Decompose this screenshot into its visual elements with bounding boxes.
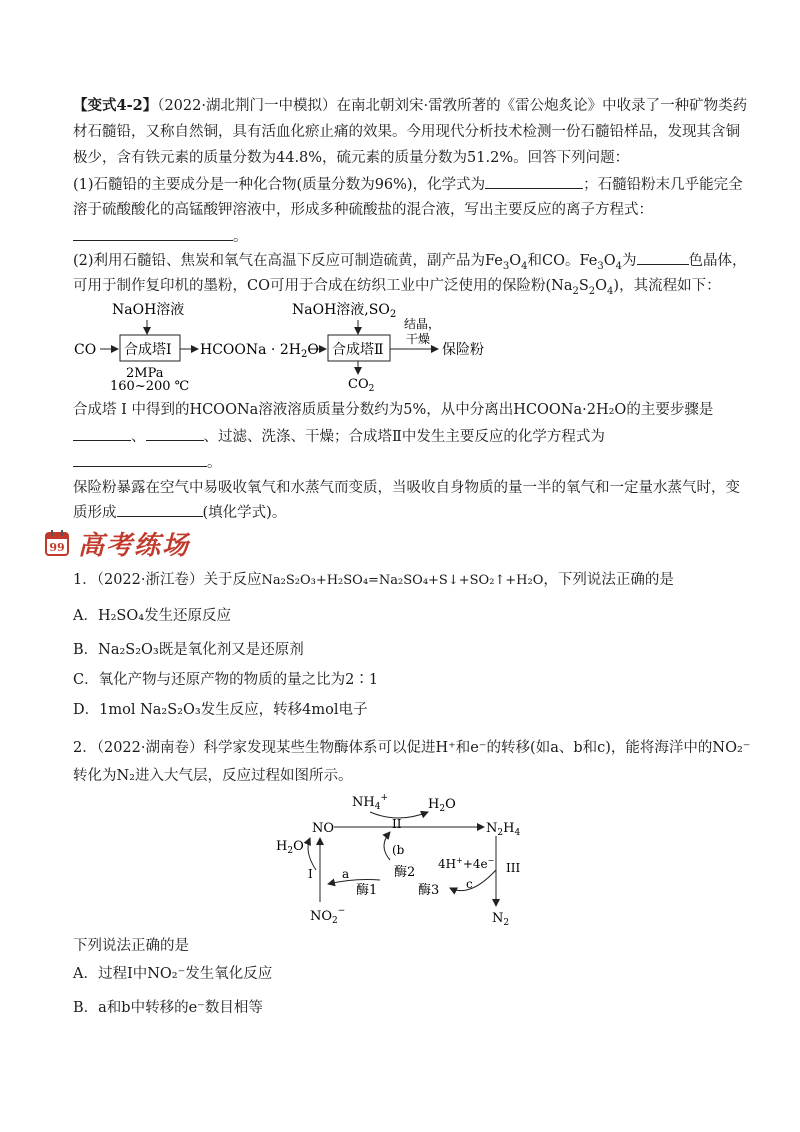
flow-naoh2: NaOH溶液$,SO_2$ bbox=[292, 302, 397, 320]
question-number: 2． bbox=[73, 740, 97, 756]
n2h4-label: $N_2H_4$ bbox=[486, 821, 521, 838]
q1-line-3 bbox=[73, 226, 248, 247]
ii-label: II bbox=[392, 817, 402, 831]
process-flow-diagram bbox=[70, 300, 530, 392]
question-1-stem bbox=[73, 570, 674, 591]
answer-blank[interactable] bbox=[73, 452, 207, 467]
answer-blank[interactable] bbox=[637, 250, 689, 265]
question-2-stem-2: 转化为N₂进入大气层，反应过程如图所示。 bbox=[73, 768, 353, 784]
h2o-top-label: $H_2O$ bbox=[428, 797, 456, 814]
flow-co: CO bbox=[74, 342, 97, 358]
hcoona-label: HCOONa · $2H_2O$ bbox=[200, 342, 319, 360]
period: 。 bbox=[233, 229, 248, 245]
q1-text-b: ；石髓铅粉末几乎能完全 bbox=[583, 177, 743, 193]
enzyme-1-label: 酶1 bbox=[356, 883, 378, 898]
text: S bbox=[578, 278, 589, 294]
reaction-equation: Na₂S₂O₃+H₂SO₄=Na₂SO₄+S↓+SO₂↑+H₂O bbox=[261, 573, 544, 588]
text: 可用于制作复印机的墨粉，CO可用于合成在纺织工业中广泛使用的保险粉(Na bbox=[73, 278, 573, 294]
subscript: 2 bbox=[572, 285, 579, 297]
subscript: 2 bbox=[588, 285, 596, 297]
text: (填化学式)。 bbox=[202, 505, 287, 521]
text: 、 bbox=[131, 429, 146, 445]
text: O bbox=[509, 253, 522, 269]
q1-line-2: 溶于硫酸酸化的高锰酸钾溶液中，形成多种硫酸盐的混合液，写出主要反应的离子方程式： bbox=[73, 202, 653, 218]
nh4-label: $NH_4^+$ bbox=[352, 794, 388, 812]
answer-blank[interactable] bbox=[146, 426, 204, 441]
q1-option-c[interactable]: C．氧化产物与还原产物的物质的量之比为2∶1 bbox=[73, 672, 379, 688]
variant-line-1 bbox=[73, 96, 747, 116]
n2-label: $N_2$ bbox=[492, 911, 510, 928]
answer-blank[interactable] bbox=[485, 174, 583, 189]
pressure-label: 2MPa bbox=[126, 366, 164, 381]
text: O bbox=[595, 278, 608, 294]
product-label: 保险粉 bbox=[442, 342, 484, 358]
a-label: a bbox=[342, 867, 350, 881]
q1-line-1 bbox=[73, 174, 743, 195]
h2o-left-label: $H_2O$ bbox=[276, 839, 304, 856]
text: O bbox=[603, 253, 616, 269]
tower-2-label: 合成塔Ⅱ bbox=[332, 342, 384, 358]
iii-label: III bbox=[506, 861, 521, 875]
calendar-99-icon bbox=[44, 529, 70, 557]
text: ，下列说法正确的是 bbox=[543, 572, 674, 588]
q2-line-3: 合成塔 Ⅰ 中得到的HCOONa溶液溶质质量分数约为5%，从中分离出HCOONa·2H₂O的主要步骤是 bbox=[73, 402, 714, 418]
q1-option-a[interactable]: A．H₂SO₄发生还原反应 bbox=[73, 608, 232, 624]
crystal-label: 结晶， bbox=[404, 317, 441, 331]
text: 和CO。Fe bbox=[527, 253, 598, 269]
variant-text: 在南北朝刘宋·雷敩所著的《雷公炮炙论》中收录了一种矿物类药 bbox=[336, 98, 748, 114]
question-source: （2022·浙江卷） bbox=[96, 572, 204, 588]
section-title: 高考练场 bbox=[78, 530, 191, 561]
text: (2)利用石髓铅、焦炭和氧气在高温下反应可制造硫黄，副产品为Fe bbox=[73, 253, 503, 269]
variant-source: （2022·湖北荆门一中模拟） bbox=[157, 98, 337, 114]
enzyme-cycle-diagram bbox=[270, 794, 530, 934]
subscript: 4 bbox=[615, 260, 623, 272]
q1-option-d[interactable]: D．1mol Na₂S₂O₃发生反应，转移4mol电子 bbox=[73, 702, 368, 718]
dry-label: 干燥 bbox=[406, 332, 431, 346]
enzyme-2-label: 酶2 bbox=[394, 865, 416, 880]
q1-text-a: (1)石髓铅的主要成分是一种化合物(质量分数为96%)，化学式为 bbox=[73, 177, 486, 193]
subscript: 4 bbox=[521, 260, 528, 272]
c-label: c bbox=[466, 877, 473, 891]
text: 科学家发现某些生物酶体系可以促进H⁺和e⁻的转移(如a、b和c)，能将海洋中的NO₂⁻ bbox=[203, 740, 751, 756]
question-2-prompt: 下列说法正确的是 bbox=[73, 938, 189, 954]
text: 关于反应 bbox=[203, 572, 262, 588]
svg-text:99: 99 bbox=[49, 541, 65, 554]
q2-line-4 bbox=[73, 426, 605, 447]
q2-line-6: 保险粉暴露在空气中易吸收氧气和水蒸气而变质，当吸收自身物质的量一半的氧气和一定量水蒸气时，变 bbox=[73, 480, 740, 496]
q1-option-b[interactable]: B．Na₂S₂O₃既是氧化剂又是还原剂 bbox=[73, 642, 304, 658]
b-arrow bbox=[384, 832, 390, 860]
h2o-curve-arrow bbox=[308, 838, 316, 870]
question-number: 1． bbox=[73, 572, 97, 588]
temperature-label: 160~200 ℃ bbox=[110, 379, 190, 392]
period: 。 bbox=[207, 455, 222, 471]
text: 为 bbox=[622, 253, 637, 269]
text: )，其流程如下： bbox=[613, 278, 721, 294]
no2-label: $NO_2^-$ bbox=[310, 906, 346, 926]
variant-line-2: 材石髓铅，又称自然铜，具有活血化瘀止痛的效果。今用现代分析技术检测一份石髓铅样品，发现其含铜 bbox=[73, 124, 740, 140]
enzyme-3-label: 酶3 bbox=[418, 883, 440, 898]
i-label: I bbox=[308, 867, 313, 881]
variant-line-3: 极少，含有铁元素的质量分数为44.8%，硫元素的质量分数为51.2%。回答下列问题： bbox=[73, 150, 630, 166]
b-label: (b bbox=[392, 843, 405, 857]
question-2-stem-1 bbox=[73, 738, 750, 758]
variant-tag: 【变式4-2】 bbox=[73, 97, 158, 114]
subscript: 3 bbox=[597, 260, 604, 272]
q2-line-1 bbox=[73, 250, 747, 271]
q2-option-b[interactable]: B．a和b中转移的e⁻数目相等 bbox=[73, 1000, 263, 1016]
answer-blank[interactable] bbox=[117, 502, 203, 517]
subscript: 4 bbox=[607, 285, 614, 297]
section-header bbox=[44, 526, 190, 560]
tower-1-label: 合成塔Ⅰ bbox=[124, 342, 172, 358]
subscript: 3 bbox=[502, 260, 510, 272]
text: 色晶体， bbox=[688, 253, 747, 269]
answer-blank[interactable] bbox=[73, 426, 131, 441]
text: 、过滤、洗涤、干燥；合成塔Ⅱ中发生主要反应的化学方程式为 bbox=[203, 429, 605, 445]
c-arrow bbox=[450, 870, 496, 891]
answer-blank[interactable] bbox=[73, 226, 233, 241]
question-source: （2022·湖南卷） bbox=[96, 740, 204, 756]
flow-naoh1: NaOH溶液 bbox=[112, 302, 185, 318]
q2-line-5 bbox=[73, 452, 222, 473]
h-e-label: 4H++4e− bbox=[438, 856, 495, 871]
text: 质形成 bbox=[73, 505, 117, 521]
q2-option-a[interactable]: A．过程Ⅰ中NO₂⁻发生氧化反应 bbox=[73, 966, 273, 982]
no-label: NO bbox=[312, 821, 335, 836]
co2-label: $CO_2$ bbox=[348, 377, 375, 392]
q2-line-2 bbox=[73, 276, 721, 296]
q2-line-7 bbox=[73, 502, 286, 523]
